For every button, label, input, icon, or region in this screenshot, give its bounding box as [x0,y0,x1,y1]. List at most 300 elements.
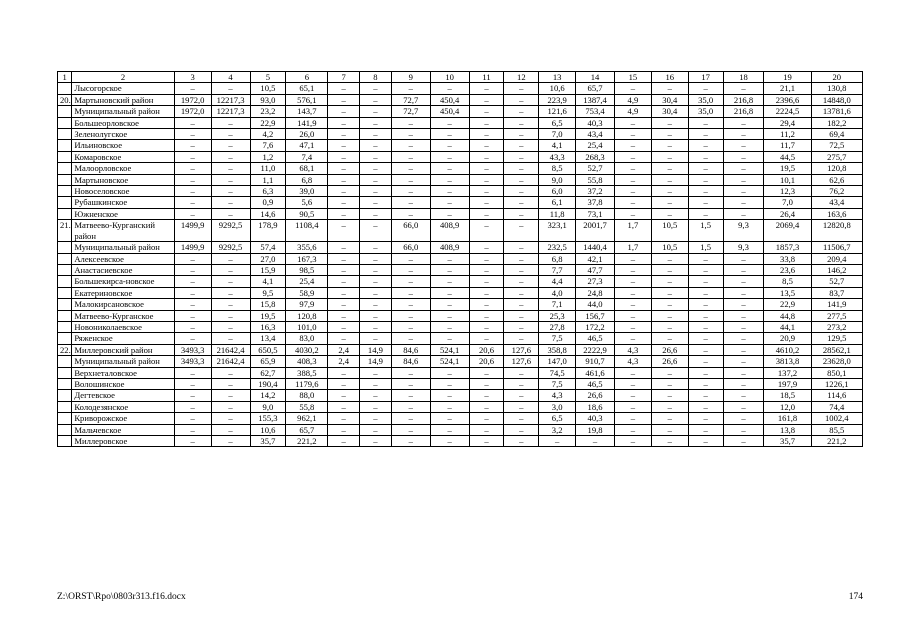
table-cell: 35,7 [764,436,811,447]
table-cell: – [615,208,652,219]
table-cell: – [211,174,250,185]
table-cell: – [615,413,652,424]
table-cell: 209,4 [811,253,862,264]
table-cell: 72,7 [391,106,430,117]
table-cell: – [391,367,430,378]
table-cell: – [360,129,392,140]
table-cell: – [328,140,360,151]
table-cell: 8,5 [539,163,576,174]
row-name-cell: Миллеровское [72,436,174,447]
table-row [58,321,863,332]
table-cell: – [469,253,504,264]
table-cell: 197,9 [764,378,811,389]
table-cell: – [211,367,250,378]
table-cell: – [723,208,764,219]
table-cell: – [723,356,764,367]
table-cell: – [391,378,430,389]
table-cell: 66,0 [391,242,430,253]
table-cell: 21642,4 [211,356,250,367]
table-cell: – [174,264,211,275]
row-number-cell [58,140,72,151]
table-cell: 182,2 [811,117,862,128]
table-cell: 9292,5 [211,220,250,242]
row-name-cell: Ряженское [72,333,174,344]
table-cell: 216,8 [723,106,764,117]
table-cell: – [651,117,688,128]
header-cell: 9 [391,72,430,83]
table-cell: – [723,276,764,287]
table-cell: – [504,299,539,310]
table-cell: – [174,140,211,151]
table-cell: – [211,83,250,94]
table-cell: 7,1 [539,299,576,310]
table-cell: 141,9 [811,299,862,310]
table-cell: 65,7 [576,83,615,94]
table-cell: – [328,264,360,275]
row-name-cell: Новоселовское [72,186,174,197]
table-cell: – [651,310,688,321]
table-row [58,390,863,401]
table-cell: 26,6 [651,344,688,355]
table-cell: – [688,299,723,310]
table-cell: 232,5 [539,242,576,253]
table-row [58,401,863,412]
table-cell: – [174,186,211,197]
table-cell: 221,2 [286,436,328,447]
table-cell: 72,7 [391,94,430,105]
row-name-cell: Миллеровский район [72,344,174,355]
table-cell: – [391,299,430,310]
table-cell: 155,3 [250,413,286,424]
table-cell: – [360,174,392,185]
header-cell: 6 [286,72,328,83]
table-cell: 19,5 [764,163,811,174]
table-cell: – [391,197,430,208]
row-number-cell [58,413,72,424]
table-cell: 58,9 [286,287,328,298]
table-cell: 223,9 [539,94,576,105]
header-cell: 16 [651,72,688,83]
table-cell: – [469,436,504,447]
table-cell: – [576,436,615,447]
table-cell: 90,5 [286,208,328,219]
row-number-cell [58,367,72,378]
table-cell: 4,1 [250,276,286,287]
table-cell: – [504,287,539,298]
table-cell: – [615,264,652,275]
table-cell: 9,0 [539,174,576,185]
table-cell: 52,7 [811,276,862,287]
table-cell: 6,5 [539,413,576,424]
table-cell: 4,0 [539,287,576,298]
row-name-cell: Алексеевское [72,253,174,264]
table-cell: – [469,94,504,105]
table-cell: – [723,299,764,310]
table-cell: – [688,129,723,140]
table-cell: 7,7 [539,264,576,275]
table-cell: – [328,129,360,140]
row-name-cell: Новониколаевское [72,321,174,332]
table-cell: – [504,413,539,424]
header-cell: 14 [576,72,615,83]
header-cell: 3 [174,72,211,83]
table-cell: – [360,367,392,378]
table-cell: 10,5 [651,220,688,242]
table-cell: 1972,0 [174,106,211,117]
header-cell: 4 [211,72,250,83]
table-cell: – [174,151,211,162]
data-table [57,71,863,447]
table-cell: 12,0 [764,401,811,412]
table-cell: – [688,174,723,185]
table-cell: 7,5 [539,378,576,389]
table-cell: 11,8 [539,208,576,219]
table-cell: – [174,174,211,185]
table-cell: 18,6 [576,401,615,412]
header-cell: 1 [58,72,72,83]
table-cell: – [328,321,360,332]
table-cell: – [469,367,504,378]
table-cell: – [469,390,504,401]
table-cell: – [328,401,360,412]
table-cell: – [504,310,539,321]
table-cell: 121,6 [539,106,576,117]
header-cell: 11 [469,72,504,83]
table-cell: 11506,7 [811,242,862,253]
table-cell: – [615,186,652,197]
table-cell: – [651,174,688,185]
header-cell: 7 [328,72,360,83]
table-cell: – [211,287,250,298]
table-cell: – [723,344,764,355]
table-cell: – [615,117,652,128]
table-cell: 27,3 [576,276,615,287]
table-cell: 40,3 [576,413,615,424]
table-cell: 47,1 [286,140,328,151]
table-cell: – [688,378,723,389]
table-cell: – [504,253,539,264]
table-cell: – [174,424,211,435]
table-cell: 408,9 [430,242,469,253]
table-row [58,174,863,185]
table-row [58,94,863,105]
table-cell: – [615,174,652,185]
table-cell: – [328,174,360,185]
table-cell: – [360,186,392,197]
table-cell: – [469,197,504,208]
table-cell: 37,2 [576,186,615,197]
table-cell: 167,3 [286,253,328,264]
table-cell: 43,3 [539,151,576,162]
table-cell: 43,4 [811,197,862,208]
table-cell: – [469,106,504,117]
table-cell: – [723,424,764,435]
table-cell: 44,8 [764,310,811,321]
table-cell: – [688,253,723,264]
table-cell: 5,6 [286,197,328,208]
table-cell: – [328,424,360,435]
table-cell: – [469,276,504,287]
row-name-cell: Зеленолугское [72,129,174,140]
table-cell: – [688,197,723,208]
table-cell: 43,4 [576,129,615,140]
table-cell: 10,1 [764,174,811,185]
table-cell: 14,2 [250,390,286,401]
footer-file-path: Z:\ORST\Rpo\0803r313.f16.docx [57,592,186,602]
row-name-cell: Муниципальный район [72,242,174,253]
table-cell: 11,7 [764,140,811,151]
table-cell: – [211,151,250,162]
table-cell: 22,9 [764,299,811,310]
table-cell: – [469,208,504,219]
table-cell: – [615,140,652,151]
table-cell: – [360,401,392,412]
row-number-cell [58,276,72,287]
row-number-cell [58,83,72,94]
table-cell: – [211,197,250,208]
table-row [58,117,863,128]
table-cell: – [688,401,723,412]
table-cell: – [360,163,392,174]
table-cell: – [504,151,539,162]
table-cell: 30,4 [651,94,688,105]
table-cell: 3493,3 [174,356,211,367]
table-cell: 68,1 [286,163,328,174]
table-cell: 11,2 [764,129,811,140]
table-cell: – [430,321,469,332]
table-cell: – [688,117,723,128]
table-cell: 20,6 [469,344,504,355]
row-name-cell: Муниципальный район [72,106,174,117]
table-cell: – [688,264,723,275]
table-cell: 76,2 [811,186,862,197]
table-cell: – [211,390,250,401]
row-number-cell [58,378,72,389]
table-cell: – [391,424,430,435]
row-name-cell: Екатериновское [72,287,174,298]
table-cell: – [211,186,250,197]
table-cell: – [723,253,764,264]
table-cell: 156,7 [576,310,615,321]
row-name-cell: Ильиновское [72,140,174,151]
table-cell: – [360,83,392,94]
table-cell: – [651,401,688,412]
table-cell: – [723,163,764,174]
table-cell: – [469,242,504,253]
table-cell: 10,6 [250,424,286,435]
table-cell: 2069,4 [764,220,811,242]
table-cell: 25,4 [576,140,615,151]
row-name-cell: Матвеево-Курганское [72,310,174,321]
table-cell: 268,3 [576,151,615,162]
table-cell: – [469,264,504,275]
table-cell: 62,6 [811,174,862,185]
row-number-cell [58,186,72,197]
table-cell: – [360,310,392,321]
table-cell: 23628,0 [811,356,862,367]
table-cell: 72,5 [811,140,862,151]
table-cell: – [174,436,211,447]
table-cell: – [391,151,430,162]
table-cell: 28562,1 [811,344,862,355]
table-cell: – [328,94,360,105]
table-cell: – [430,390,469,401]
table-cell: 408,3 [286,356,328,367]
table-cell: – [430,333,469,344]
table-cell: 146,2 [811,264,862,275]
table-cell: – [615,424,652,435]
table-cell: – [651,197,688,208]
table-cell: 13,8 [764,424,811,435]
table-cell: 120,8 [811,163,862,174]
table-cell: – [504,197,539,208]
table-cell: 1440,4 [576,242,615,253]
table-cell: 40,3 [576,117,615,128]
row-name-cell: Колодезянское [72,401,174,412]
table-cell: – [211,401,250,412]
table-cell: – [651,186,688,197]
table-cell: – [328,253,360,264]
table-cell: – [328,197,360,208]
table-row [58,413,863,424]
table-cell: 4,1 [539,140,576,151]
table-cell: – [391,413,430,424]
table-cell: – [360,276,392,287]
table-cell: – [430,197,469,208]
table-cell: – [360,424,392,435]
table-cell: – [688,276,723,287]
table-cell: 190,4 [250,378,286,389]
table-cell: 4,3 [615,344,652,355]
table-cell: – [723,401,764,412]
table-cell: – [723,129,764,140]
table-cell: – [360,413,392,424]
table-cell: – [211,378,250,389]
table-cell: 127,6 [504,356,539,367]
row-number-cell [58,401,72,412]
table-cell: – [174,333,211,344]
table-cell: – [615,390,652,401]
table-cell: – [391,333,430,344]
table-cell: – [328,299,360,310]
table-cell: – [469,117,504,128]
table-cell: – [723,83,764,94]
table-cell: 277,5 [811,310,862,321]
table-cell: – [688,344,723,355]
table-cell: 27,8 [539,321,576,332]
table-cell: 6,8 [539,253,576,264]
table-cell: – [723,367,764,378]
table-cell: 30,4 [651,106,688,117]
table-cell: 1108,4 [286,220,328,242]
table-cell: 88,0 [286,390,328,401]
table-cell: 2,4 [328,356,360,367]
table-cell: 1857,3 [764,242,811,253]
table-cell: – [328,163,360,174]
table-row [58,378,863,389]
table-cell: 4030,2 [286,344,328,355]
table-cell: – [391,390,430,401]
table-cell: – [360,378,392,389]
row-number-cell [58,208,72,219]
table-cell: – [211,129,250,140]
table-cell: 26,0 [286,129,328,140]
row-name-cell: Матвеево-Курганский район [72,220,174,242]
row-name-cell: Малокирсановское [72,299,174,310]
table-cell: – [430,186,469,197]
table-cell: 450,4 [430,94,469,105]
table-cell: 93,0 [250,94,286,105]
table-cell: – [391,276,430,287]
table-cell: – [688,390,723,401]
table-cell: – [504,321,539,332]
table-cell: 1179,6 [286,378,328,389]
table-cell: – [504,276,539,287]
header-cell: 10 [430,72,469,83]
table-cell: – [723,197,764,208]
table-cell: – [174,117,211,128]
table-cell: 19,5 [250,310,286,321]
table-cell: – [688,186,723,197]
row-number-cell [58,106,72,117]
table-cell: 161,8 [764,413,811,424]
table-cell: – [469,186,504,197]
row-name-cell: Рубашкинское [72,197,174,208]
table-cell: – [391,129,430,140]
table-cell: – [430,367,469,378]
row-number-cell: 20. [58,94,72,105]
table-cell: 216,8 [723,94,764,105]
table-cell: – [174,401,211,412]
table-cell: 29,4 [764,117,811,128]
table-cell: – [211,321,250,332]
table-cell: – [688,424,723,435]
table-cell: – [430,163,469,174]
table-cell: – [504,390,539,401]
table-cell: – [469,220,504,242]
table-cell: – [391,83,430,94]
table-row [58,333,863,344]
table-cell: – [328,310,360,321]
table-cell: – [504,186,539,197]
table-cell: 65,1 [286,83,328,94]
table-cell: – [504,94,539,105]
table-cell: 62,7 [250,367,286,378]
table-cell: 1972,0 [174,94,211,105]
table-cell: – [688,163,723,174]
row-number-cell [58,321,72,332]
table-cell: – [504,163,539,174]
table-cell: – [360,321,392,332]
table-cell: – [211,208,250,219]
table-cell: 42,1 [576,253,615,264]
table-cell: 524,1 [430,356,469,367]
row-number-cell [58,163,72,174]
table-cell: – [615,310,652,321]
table-cell: – [391,174,430,185]
table-cell: – [651,367,688,378]
table-cell: – [723,436,764,447]
table-cell: 10,6 [539,83,576,94]
table-cell: 19,8 [576,424,615,435]
table-cell: 1499,9 [174,220,211,242]
header-cell: 12 [504,72,539,83]
row-name-cell: Южненское [72,208,174,219]
table-cell: 388,5 [286,367,328,378]
table-cell: – [430,378,469,389]
table-cell: – [391,401,430,412]
table-cell: – [360,106,392,117]
